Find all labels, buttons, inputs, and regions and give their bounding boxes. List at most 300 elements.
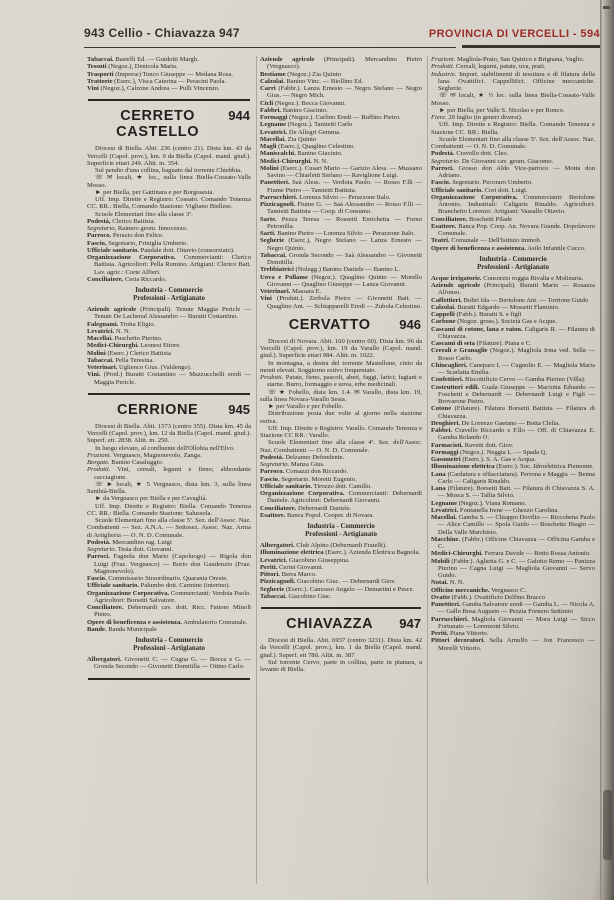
paragraph: ► per Biella, per Valle S. Nicolao e per Ronco. xyxy=(439,106,565,114)
directory-entry: Albergatori. Club Alpino (Debernardi Fratelli). xyxy=(260,542,387,549)
directory-entry: Cascami di cotone, lana e raion. Caligaris R. — Filatura di Chiavazza. xyxy=(431,325,596,340)
entry-lead: Albergatori. xyxy=(260,542,295,549)
entry-lead: Maniscalchi. xyxy=(260,150,296,158)
entry-lead: Sarti. xyxy=(260,230,276,237)
town-name: CHIAVAZZA xyxy=(286,616,374,632)
entry-lead: Organizzazione Corporativa. xyxy=(87,589,170,597)
entry-lead: Pizzicagnoli. xyxy=(260,201,296,208)
directory-entry: Teatri. Comunale — Dell'Istituto immob. xyxy=(431,237,542,245)
entry-lead: Macellai. xyxy=(260,135,286,143)
running-head-right: PROVINCIA DI VERCELLI - 594 xyxy=(428,28,600,40)
directory-entry: Macellai. Zia Quinto xyxy=(260,135,317,143)
entry-lead: Segherie xyxy=(260,237,285,245)
directory-entry: Sarti. Banino Pietro — Lorenza Silvio — Perazzone Italo. xyxy=(260,230,415,237)
directory-entry: Cereali e Granaglie (Negoz.). Magliola Irma ved. Sella — Rosso Carlo. xyxy=(431,347,595,362)
directory-entry: Organizzazione Corporativa. Commercianti: Bertolone Antonio. Industriali: Caligaris Rinaldo. Agricoltori: Branchetto Lorenzo. Artigiani: Vassallo Ottavio. xyxy=(431,193,595,216)
entry-lead: Segretario. xyxy=(87,546,117,553)
entry-lead: Fascio. xyxy=(431,179,451,187)
entry-lead: Falegnami. xyxy=(87,320,119,328)
directory-entry: Calzolai. Buratti Edgardo — Mossetti Flaminio. xyxy=(431,303,560,311)
category-header-line: Industria - Commercio xyxy=(135,287,203,294)
entry-lead: Costruttori edili. xyxy=(431,383,480,391)
paragraph: ☏ ► locali, ★ 5 Vergnasco, dista km. 3, sulla linea Santhià-Biella. xyxy=(87,480,251,495)
entry-lead: Trasporti xyxy=(87,70,114,78)
directory-entry: Levatrici. Fontanella Irene — Ghezzo Carolina. xyxy=(431,506,559,514)
entry-lead: Tabaccai. xyxy=(260,251,287,259)
directory-entry: Calzolai. Banino Vinc. — Biollino Ed. xyxy=(260,77,364,85)
directory-entry: Pizzicagnoli. Giacobino Giac. — Debernardi Giov. xyxy=(260,578,396,586)
section-divider xyxy=(88,678,250,680)
entry-lead: Podestà. xyxy=(260,453,284,461)
directory-entry: Magli (Eserc.), Quaglino Celestino. xyxy=(260,143,355,150)
directory-entry: Podestà, Clerico Battista. xyxy=(87,217,156,225)
town-name: CERVATTO xyxy=(288,316,371,333)
town-number: 947 xyxy=(399,616,421,631)
entry-lead: Calzolai. xyxy=(260,77,285,85)
entry-lead: Trebbiatrici xyxy=(260,266,294,274)
directory-entry: Tabaccai. Gronda Secondo — Saà Alessandro — Givonetti Domitilla. xyxy=(260,251,422,266)
directory-entry: Molini (Eserc.) Clerico Battista xyxy=(87,349,171,357)
entry-lead: Legname xyxy=(260,121,287,129)
directory-entry: Legname (Negoz.). Tamietti Carlo xyxy=(260,121,353,129)
entry-lead: Opere di beneficenza e assistenza. xyxy=(431,244,526,252)
entry-lead: Tabaccai. xyxy=(260,592,287,600)
column-1 xyxy=(84,56,256,884)
entry-lead: Aziende agricole xyxy=(260,56,315,63)
entry-lead: Organizzazione Corporativa. xyxy=(87,254,176,261)
directory-entry: Industrie. Import. stabilimenti di tessitura e di filatura della lana. Ovattifici. Cappellifici. Officine meccaniche. Segherie. xyxy=(431,70,595,92)
paragraph: Diocesi di Biella. Abit. 6937 (centro 3231). Dista km. 42 da Vercelli (Capol. prov.), km. 1 da Biella (Capol. mand. giud.). Superf. ett 780. Altit. m. 387 xyxy=(260,637,422,659)
header-rule-right xyxy=(462,45,600,48)
directory-entry: Panettieri. Gamba Salvatore eredi — Gamba L. — Nicola A. — Gallo Bosa Augusto — Pezzia Fornero Settimio xyxy=(431,601,595,616)
directory-entry: Borgate. Banino Casaluggio. xyxy=(87,459,164,466)
entry-lead: Organizzazione Corporativa. xyxy=(431,193,518,201)
entry-lead: Tabaccai. xyxy=(87,356,114,364)
entry-lead: Panettieri. xyxy=(431,601,461,608)
entry-lead: Ufficiale sanitario. xyxy=(87,246,140,254)
town-number: 946 xyxy=(399,316,421,332)
entry-lead: Parroco. xyxy=(260,468,285,476)
directory-entry: Segretario. De Giovanni cav. geom. Giacomo. xyxy=(431,157,554,165)
entry-lead: Bande. xyxy=(87,625,107,633)
directory-entry: Sarte. Pezza Teresa — Rossetti Enrichetta — Forno Petronilla. xyxy=(260,215,422,230)
directory-entry: Molini (Eserc.). Cusari Mario — Garizio Aless. — Mussano Savino — Chiarletti Stefano — Raviglione Luigi. xyxy=(260,164,422,179)
directory-entry: Aziende agricole (Principali). Buratti Mario — Rosazza Alfonso. xyxy=(431,282,595,297)
entry-lead: Medici-Chirurghi. xyxy=(260,157,312,165)
entry-lead: Pittori decoratori. xyxy=(431,637,485,645)
page-edge-shadow xyxy=(600,0,614,900)
entry-lead: Panettieri. xyxy=(260,179,290,187)
directory-entry: Panettieri. Saà Aless. — Verdoia Paolo. — Rosso F.lli — Fiume Pietro — Tamietti Battista. xyxy=(260,179,422,194)
directory-entry: Pittori. Berra Marco. xyxy=(260,571,317,578)
entry-lead: Formaggi xyxy=(431,448,459,456)
paragraph: In montagna, a destra del torrente Mastellone, cinto da monti elevati. Soggiorno estivo frequentato. xyxy=(260,359,422,374)
paragraph: Distribuzione posta due volte al giorno nella stazione estiva. xyxy=(260,410,422,425)
entry-lead: Albergatori. xyxy=(87,656,122,663)
directory-entry: Veterinari. Uglienco Gius. (Valdengo). xyxy=(87,364,192,371)
category-header-line: Industria - Commercio xyxy=(307,523,375,530)
entry-lead: Illuminazione elettrica xyxy=(431,463,495,471)
directory-entry: Medici-Chirurghi. N. N. xyxy=(260,157,328,165)
entry-lead: Chincaglieri. xyxy=(431,361,468,369)
directory-entry: Tabaccai. Giacobino Giac. xyxy=(260,592,332,600)
directory-entry: Prodotti. Cereali, legumi, patate, uva, prati. xyxy=(431,63,546,71)
paragraph: Uff. Imp. Dirette e Registro: Biella. Comando Tenenza e Stazione CC. RR.: Biella. xyxy=(431,121,595,136)
town-heading xyxy=(260,616,422,632)
entry-lead: Conciliatore. xyxy=(260,504,297,512)
entry-lead: Lana xyxy=(431,485,446,492)
entry-lead: Periti. xyxy=(260,563,278,571)
directory-entry: Illuminazione elettrica (Eserc.). Soc. Idroelettrica Piemonte. xyxy=(431,463,594,471)
town-heading xyxy=(87,402,251,418)
directory-entry: Podestà. Mercandino rag. Luigi xyxy=(87,538,172,546)
entry-lead: Ufficiale sanitario. xyxy=(260,482,313,490)
directory-entry: Segherie (Eserc.), Negro Stefano — Lanza Ernesto — Negro Quinto. xyxy=(260,237,422,252)
category-header xyxy=(87,287,251,303)
entry-lead: Formaggi xyxy=(260,114,288,121)
entry-lead: Segretario. xyxy=(431,157,461,165)
column-3 xyxy=(428,56,600,884)
entry-lead: Fascio. xyxy=(260,475,280,483)
category-header-line: Professioni - Artigianato xyxy=(477,263,549,271)
directory-entry: Mobili (Fabbr.). Aglietta G. e C. — Galotto Remo — Panizza Pierino — Cagna Luigi — Magliola Giovanni — Servo Guido. xyxy=(431,557,595,579)
directory-entry: Tessuti (Negoz.), Denicola Maria. xyxy=(87,63,178,71)
entry-lead: Fascio. xyxy=(87,575,107,582)
entry-lead: Podestà. xyxy=(431,150,455,158)
section-divider xyxy=(88,99,250,101)
directory-entry: Esattore. Banca Popol. Cooper. di Novara. xyxy=(260,511,374,519)
directory-entry: Chincaglieri. Caneparo I. — Cugnolio E. — Magliola Maria — Scarlatta Emilia. xyxy=(431,361,595,376)
running-head-left: 943 Cellio - Chiavazza 947 xyxy=(84,26,240,40)
directory-entry: Segretario. Testa dott. Giovanni. xyxy=(87,546,173,553)
directory-entry: Opere di beneficenza e assistenza. Ambulatorio Comunale. xyxy=(87,618,248,626)
town-number: 944 xyxy=(228,108,250,124)
directory-entry: Fascio. Commissario Straordinario. Quarania Oreste. xyxy=(87,575,228,582)
directory-entry: Carbone (Negoz. gross.). Società Gas e Acque. xyxy=(431,318,557,326)
category-header-line: Professioni - Artigianato xyxy=(133,645,205,652)
entry-lead: Esattore. xyxy=(431,222,457,230)
entry-lead: Vini xyxy=(87,85,99,92)
directory-entry: Podestà. Cravello dott. Cleo. xyxy=(431,150,509,158)
paragraph: Uff. Imp. Dirette e Registro: Cossato. Comando Tenenza CC. RR.: Biella, Comando Stazione: Vigliano Biellese. xyxy=(87,196,251,211)
directory-entry: Parroco. Comazzi don Riccardo. xyxy=(260,468,348,476)
directory-entry: Conciliatore. Debernardi Daniele. xyxy=(260,504,352,512)
page-header xyxy=(84,26,600,40)
directory-entry: Fiere. 20 luglio (in generi diversi). xyxy=(431,114,523,121)
section-divider xyxy=(88,393,250,395)
paragraph: Diocesi di Novara. Abit. 160 (centro 60). Dista km. 96 da Vercelli (Capol. prov.), km. 19 da Varallo (Capol. mand. giud.). Superficie ettari 984. Altit. m. 1022. xyxy=(260,337,422,360)
directory-entry: Periti. Cerini Giovanni. xyxy=(260,563,324,571)
directory-entry: Frazioni. Magliola-Prato, San Quirico e Brignana, Vaglio. xyxy=(431,56,585,63)
directory-entry: Esattore. Banca Pop. Coop. An. Novara Grande. Dopolavoro Comunale. xyxy=(431,222,595,237)
directory-entry: Conciliatore. Debernardi cav. dott. Ricc. Fattore Minoli Pietro. xyxy=(87,604,251,619)
paragraph: ☏ ★ Fobello, dista km. 1.4. ✉ Varallo, dista km. 19, sulla linea Novara-Varallo Sesia. xyxy=(260,388,422,403)
directory-entry: Bande. Banda Municipale xyxy=(87,625,157,633)
directory-entry: Carri (Fabbr.). Lanza Ernesto — Negro Stefano — Negro Gius. — Negro Mich. xyxy=(260,85,422,100)
town-heading xyxy=(87,108,251,140)
directory-entry: Segretario. Manza Gius. xyxy=(260,461,325,468)
entry-lead: Ovatte xyxy=(431,593,451,601)
directory-entry: Conciliatore. Boschetti Pilade xyxy=(431,215,513,223)
entry-lead: Levatrici. xyxy=(260,556,288,564)
paragraph: ☏ ✉ locali, ★ ½ loc. sulla linea Biella-Cossato-Valle Mosso. xyxy=(431,92,595,107)
directory-entry: Uova e Pollame (Negoz.). Quaglino Quinto — Morello Giovanni — Quaglino Giuseppe — Lanza Giovanni. xyxy=(260,273,422,288)
directory-entry: Aziende agricole (Principali). Tenute Maggia Pericle — Tenute De Lachenal Alessandro — Buratti Costantino. xyxy=(87,306,251,321)
paragraph: Diocesi di Biella. Abit. 236 (centro 21). Dista km. 43 da Vercelli (Capol. prov.), km. 9 da Biella (Capol. mand. giud.). Superficie ettari 249. Altit. m. 354. xyxy=(87,145,251,167)
directory-entry: Levatrici. N. N. xyxy=(87,327,131,335)
directory-entry: Officine meccaniche. Vergnasco C. xyxy=(431,586,527,594)
entry-lead: Segherie xyxy=(260,585,285,593)
directory-entry: Levatrici. Giacobino Giuseppina. xyxy=(260,556,350,564)
entry-lead: Acque irrigatorie. xyxy=(431,274,482,282)
entry-lead: Veterinari. xyxy=(87,364,118,371)
entry-lead: Podestà, xyxy=(87,217,111,225)
entry-lead: Cereali e Granaglie xyxy=(431,347,488,355)
directory-entry: Conciliatore. Ceria Riccardo. xyxy=(87,275,167,283)
entry-lead: Frazioni. xyxy=(431,56,456,63)
entry-lead: Industrie. xyxy=(431,70,457,78)
directory-entry: Fascio. Segretario. Moretti Eugenio. xyxy=(260,475,357,483)
column-2 xyxy=(256,56,428,884)
entry-lead: Fabbri. xyxy=(260,106,282,114)
category-header xyxy=(260,523,422,539)
entry-lead: Gasometri xyxy=(431,456,461,463)
paragraph: Scuole Elementari fino alla classe 4ª. Sez. dell'Assoc. Naz. Combattenti — O. N. D. Comunale. xyxy=(260,439,422,454)
entry-lead: Levatrici. xyxy=(431,506,459,514)
directory-entry: Droghieri. De Lorenzo Gaetano — Botta Clelia. xyxy=(431,419,560,427)
directory-entry: Cicli (Negoz.). Bocca Giovanni. xyxy=(260,99,346,107)
directory-entry: Parrucchieri. Lorenza Silvio — Perazzone Italo. xyxy=(260,193,391,201)
entry-lead: Parrucchieri. xyxy=(431,615,469,623)
entry-lead: Caffettieri. xyxy=(431,296,462,304)
paragraph: ► da Vergnasco per Biella e per Cavaglià. xyxy=(95,495,208,503)
entry-lead: Mobili xyxy=(431,557,450,565)
directory-entry: Ufficiale sanitario. Palumbo dott. Carmine (interino). xyxy=(87,582,231,590)
paragraph: Uff. Imp. Dirette e Registro: Varallo. Comando Tenenza e Stazione CC RR.: Varallo. xyxy=(260,424,422,439)
directory-entry: Periti. Piana Vittorio. xyxy=(431,630,489,637)
entry-lead: Ufficiale sanitario. xyxy=(87,582,140,590)
directory-entry: Costruttori edili. Guala Giuseppe — Maciotta Edoardo — Foschetti e Debernardi — Debernardi Luigi e Figli — Brovarone Pietro. xyxy=(431,383,596,405)
directory-entry: Illuminazione elettrica (Eserc.). Azienda Elettrica Bagnola. xyxy=(260,549,421,557)
entry-lead: Farmacisti. xyxy=(431,441,464,449)
directory-entry: Trasporti (Imprese) Tonco Giuseppe — Medana Rosa. xyxy=(87,70,233,78)
directory-entry: Pittori decoratori. Sella Arnulfo — Jon Francesco — Morelli Vittorio. xyxy=(431,637,595,652)
directory-entry: Formaggi (Negoz.). Carlino Eredi — Ruffino Pietro. xyxy=(260,114,401,121)
paragraph: Diocesi di Biella. Abit. 1573 (centro 355). Dista km. 45 da Vercelli (Capol. prov.), km. 12 da Biella (Capol. mand. giud.). Superf. ett. 2838. Altit. m. 250. xyxy=(87,422,251,445)
directory-entry: Macellai. Puschetto Pierino. xyxy=(87,335,163,342)
directory-entry: Legname (Negoz.). Viana Romano. xyxy=(431,499,527,507)
entry-lead: Medici-Chirurghi. xyxy=(431,550,483,558)
directory-entry: Prodotti. Patate, fieno, pascoli, abeti, faggi, larici; fagiani e starne. Burro, formaggio e uova, erbe medicinali. xyxy=(260,374,422,389)
entry-lead: Bestiame xyxy=(260,70,286,78)
entry-lead: Parroci. xyxy=(431,164,454,172)
entry-lead: Ufficiale sanitario. xyxy=(431,186,484,194)
entry-lead: Fiere. xyxy=(431,114,447,121)
entry-lead: Opere di beneficenza e assistenza. xyxy=(87,618,182,626)
directory-entry: Cappelli (Fabb.). Buratti S. e figli xyxy=(431,311,522,318)
directory-entry: Organizzazione Corporativa. Commercianti: Clerico Battista. Agricoltori: Pella Romino. Artigiani: Clerico Batt. Lav. agric.: Corte Alfieri. xyxy=(87,254,251,276)
entry-lead: Calzolai. xyxy=(431,303,456,311)
directory-entry: Fabbri. Cravello Riccardo e F.llo — Off. di Chiavazza E. Gamba Rolando O. xyxy=(431,427,595,442)
category-header-line: Professioni - Artigianato xyxy=(133,295,205,302)
town-heading xyxy=(260,317,422,333)
directory-entry: Vini (Negoz.), Calzone Andrea — Pulli Vincenzo. xyxy=(87,85,220,92)
directory-entry: Prodotti. Vini, cereali, legumi e fieno; abbondante cacciagione. xyxy=(87,466,251,481)
directory-entry: Lana (Cardatura e sfilacciatura). Perrona e Maggia — Benna Carlo — Caligaris Rinaldo. xyxy=(431,470,595,485)
entry-lead: Podestà. xyxy=(87,538,111,546)
directory-entry: Aziende agricole (Principali). Mercandino Pietro (Vergnasco). xyxy=(260,56,422,71)
directory-entry: Fascio. Segretario. Pecoraro Umberto. xyxy=(431,179,533,187)
section-divider xyxy=(261,607,421,609)
paragraph: ☏ ✉ locali, ★ loc., sulla linea Biella-Cossato-Valle Mosso. xyxy=(87,174,251,189)
entry-lead: Sarte. xyxy=(260,215,277,223)
directory-entry: Fabbri. Banino Giacinto. xyxy=(260,106,328,114)
entry-lead: Vini xyxy=(260,295,272,303)
entry-lead: Carbone xyxy=(431,318,456,326)
entry-lead: Molini xyxy=(87,349,106,357)
paragraph: Uff. Imp. Dirette e Registro: Biella. Comando Tenenza CC. RR.: Biella. Comando Stazione: Salussola. xyxy=(87,502,251,517)
entry-lead: Veterinari. xyxy=(260,288,291,295)
directory-entry: Farmacisti. Ravetti dott. Giov. xyxy=(431,441,514,449)
entry-lead: Conciliatore. xyxy=(431,215,468,223)
paragraph: ► per Biella, per Gattinara e per Borgosesia. xyxy=(95,188,215,196)
directory-entry: Confettieri. Biscottificio Cervo — Gamba Pierino (Villa). xyxy=(431,376,586,384)
entry-lead: Teatri. xyxy=(431,237,450,245)
directory-entry: Gasometri (Eserc.). S. A. Gas e Acqua. xyxy=(431,456,536,463)
entry-lead: Conciliatore. xyxy=(87,604,124,611)
directory-entry: Ufficiale sanitario. Tirozzo dott. Camillo. xyxy=(260,482,372,490)
entry-lead: Confettieri. xyxy=(431,376,464,384)
entry-lead: Lana xyxy=(431,470,446,478)
directory-entry: Parrucchieri. Magliola Giovanni — Mora Luigi — Sicco Fortunato — Lorenzoni Silvio. xyxy=(431,615,595,630)
directory-entry: Segherie (Eserc.). Camosso Angelo — Demartini e Pesce. xyxy=(260,585,415,593)
directory-entry: Vini (Produtt.). Zerbola Pietro — Givonetti Batt. — Quaglino Ant. — Schiapparelli Eredi — Zubola Celestino. xyxy=(260,295,422,310)
directory-entry: Albergatori. Givonetti C. — Cugna G. — Bocca e G. — Gronda Secondo — Givonetti Domitilla — Ottino Carlo. xyxy=(87,656,251,671)
directory-entry: Segretario, Rainero geom. Innocenzo. xyxy=(87,225,188,232)
entry-lead: Parrucchieri. xyxy=(260,193,298,201)
directory-entry: Ovatte (Fabb.). Ovattificio Delfino Bracco xyxy=(431,593,545,601)
entry-lead: Aziende agricole xyxy=(87,306,137,313)
directory-entry: Maniscalchi. Banino Giacinto. xyxy=(260,150,343,158)
directory-entry: Parroco. Perazio don Felice. xyxy=(87,232,164,240)
category-header xyxy=(87,637,251,653)
entry-lead: Macellai. xyxy=(87,335,113,342)
entry-lead: Fascio, xyxy=(87,239,107,247)
directory-entry: Caffettieri. Boltri Ida — Bertolone Ant. — Torrione Guido xyxy=(431,296,589,304)
scan-corner-mark xyxy=(603,6,610,9)
entry-lead: Prodotti. xyxy=(431,63,455,71)
directory-entry: Cotone (Filature). Filatura Borsetti Battista — Filatura di Chiavazza. xyxy=(431,405,595,420)
entry-lead: Prodotti. xyxy=(87,466,111,474)
directory-entry: Formaggi (Negoz.). Neggia L. — Spada Q. xyxy=(431,448,548,456)
entry-lead: Macchine. xyxy=(431,535,461,543)
entry-lead: Organizzazione Corporativa. xyxy=(260,490,345,497)
entry-lead: Molini xyxy=(260,164,279,172)
directory-entry: Macellai. Gamba S. — Chiappo Dovilio — Riccobena Paolo — Alice Camillo — Spola Guido — Boschetto Biagio — Della Valle Marchisio. xyxy=(431,514,595,536)
entry-lead: Tessuti xyxy=(87,63,107,71)
text-columns xyxy=(84,56,600,884)
directory-entry: Parroci. Grosso don Aldo Vice-parroco — Motta don Adriano. xyxy=(431,164,595,179)
category-header-line: Industria - Commercio xyxy=(479,255,547,263)
paragraph: In luogo elevato, al confluente dell'Ollobia nell'Elvo. xyxy=(95,444,235,452)
entry-lead: Fabbri. xyxy=(431,427,453,434)
entry-lead: Officine meccaniche. xyxy=(431,586,490,594)
directory-entry: Notai. N. N. xyxy=(431,579,465,587)
paragraph: Sul torrente Cervo, parte in collina, parte in pianura, a levante di Biella. xyxy=(260,658,422,673)
entry-lead: Borgate. xyxy=(87,459,110,466)
town-number: 945 xyxy=(228,401,250,417)
scan-smudge xyxy=(603,790,612,860)
directory-entry: Organizzazione Corporativa. Commercianti: Verdoia Paolo. Agricoltori: Borsetti Salvatore. xyxy=(87,589,251,604)
directory-entry: Lana (Filature). Borsetti Batt. — Filatura di Chiavazza S. A. — Mosca S. — Tallia Silvio. xyxy=(431,485,595,500)
entry-lead: Carri xyxy=(260,85,276,92)
directory-entry: Ufficiale sanitario. Pandale dott. Ottavio (consorziato). xyxy=(87,246,235,254)
directory-entry: Bestiame (Negoz.) Zia Quinto xyxy=(260,70,341,78)
paragraph: Scuole Elementari fino alla classe 5ª. Sez. dell'Assoc. Naz. Combattenti — O. N. D. Comunale. xyxy=(431,135,595,150)
entry-lead: Cascami di seta xyxy=(431,340,475,347)
directory-entry: Medici-Chirurghi. Leonesi Ettore. xyxy=(87,342,181,350)
entry-lead: Frazioni. xyxy=(87,451,112,459)
entry-lead: Cicli xyxy=(260,99,274,107)
entry-lead: Vini. xyxy=(87,371,101,379)
town-name: CERRIONE xyxy=(116,401,199,418)
entry-lead: Parroci. xyxy=(87,553,110,561)
paragraph: Sul pendio d'una collina, bagnato dal torrente Chiebbia. xyxy=(95,167,242,174)
directory-entry: Trebbiatrici (Nolegg.) Banino Daniele — Banino L. xyxy=(260,266,401,274)
entry-lead: Aziende agricole xyxy=(431,282,481,289)
directory-entry: Podestà. Delzanno Defendente. xyxy=(260,453,345,461)
entry-lead: Esattore. xyxy=(260,511,286,519)
entry-lead: Macellai. xyxy=(431,514,457,521)
entry-lead: Illuminazione elettrica xyxy=(260,549,324,557)
directory-entry: Pizzicagnoli. Fiume G. — Saà Alessandro — Rosso F.lli — Tamietti Battista — Coop. di Consumo. xyxy=(260,201,422,216)
entry-lead: Levatrici. xyxy=(260,128,288,136)
category-header-line: Professioni - Artigianato xyxy=(305,531,377,538)
entry-lead: Medici-Chirurghi. xyxy=(87,342,139,350)
directory-entry: Veterinari. Massara E. xyxy=(260,288,322,295)
directory-entry: Tabaccai. Pella Teresina. xyxy=(87,356,154,364)
entry-lead: Droghieri. xyxy=(431,419,460,427)
directory-entry: Trattorie (Eserc.), Visca Caterina — Peracini Paola. xyxy=(87,77,227,85)
entry-lead: Segretario, xyxy=(87,225,117,232)
category-header xyxy=(431,256,595,272)
directory-entry: Cascami di seta (Filature). Piana e C. xyxy=(431,340,532,347)
entry-lead: Legname xyxy=(431,499,458,507)
entry-lead: Pittori. xyxy=(260,571,280,578)
entry-lead: Trattorie xyxy=(87,77,113,85)
entry-lead: Magli xyxy=(260,143,277,150)
town-name: CERRETO CASTELLO xyxy=(116,108,200,141)
entry-lead: Cascami di cotone, lana e raion. xyxy=(431,325,523,333)
directory-entry: Vini. (Prod.) Buratti Costantino — Mazzucchelli eredi — Maggia Pericle. xyxy=(87,371,251,386)
directory-entry: Frazioni. Vergnasco, Magnonevolo, Zanga. xyxy=(87,451,202,459)
entry-lead: Segretario. xyxy=(260,461,290,468)
entry-lead: Pizzicagnoli. xyxy=(260,578,296,586)
paragraph: ► per Varallo e per Fobello. xyxy=(268,403,344,410)
directory-entry: Parroci. Fagnola don Mario (Capoluogo) — Rigola don Luigi (Fraz. Vergnasco) — Borio don Gaudenzio (Fraz. Magnonevolo). xyxy=(87,553,251,575)
directory-entry: Acque irrigatorie. Consorzio roggia Rivalta e Molinaria. xyxy=(431,274,584,282)
directory-entry: Falegnami. Trotta Eligio. xyxy=(87,320,156,328)
entry-lead: Levatrici. xyxy=(87,327,115,335)
directory-entry: Medici-Chirurghi. Ferrara Davide — Botto Rossa Antonio. xyxy=(431,550,591,558)
directory-entry: Fascio, Segretario, Friniglia Umberto. xyxy=(87,239,189,247)
entry-lead: Notai. xyxy=(431,579,449,587)
entry-lead: Parroco. xyxy=(87,232,112,240)
entry-lead: Tabaccai. xyxy=(87,56,114,63)
directory-entry: Opere di beneficenza e assistenza. Asilo Infantile Cucco. xyxy=(431,244,586,252)
entry-lead: Prodotti. xyxy=(260,374,284,381)
directory-entry: Ufficiale sanitario. Cori dott. Luigi. xyxy=(431,186,528,194)
